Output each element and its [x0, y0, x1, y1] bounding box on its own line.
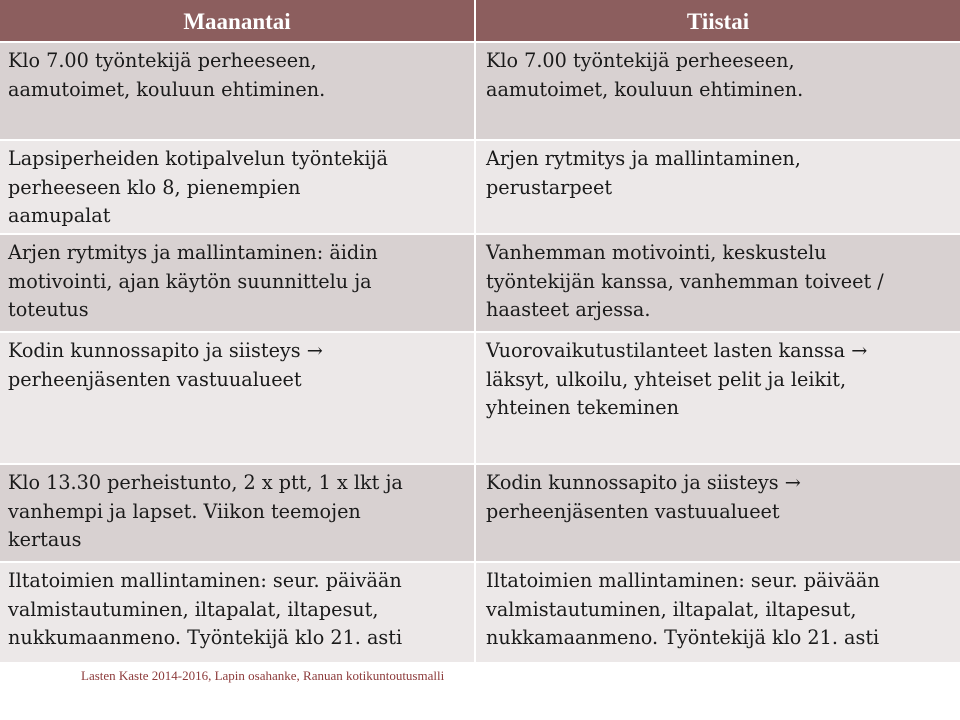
cell-tuesday-row6: Iltatoimien mallintaminen: seur. päivään valmistautuminen, iltapalat, iltapesut, nukkamaanmeno. Työntekijä klo 21. asti	[476, 563, 960, 664]
footer-caption: Lasten Kaste 2014-2016, Lapin osahanke, Ranuan kotikuntoutusmalli	[81, 668, 445, 683]
cell-tuesday-row1: Klo 7.00 työntekijä perheeseen, aamutoimet, kouluun ehtiminen.	[476, 43, 960, 141]
header-tuesday: Tiistai	[476, 0, 960, 43]
cell-tuesday-row2: Arjen rytmitys ja mallintaminen, perustarpeet	[476, 141, 960, 235]
cell-tuesday-row5: Kodin kunnossapito ja siisteys → perheenjäsenten vastuualueet	[476, 465, 960, 563]
cell-tuesday-row4: Vuorovaikutustilanteet lasten kanssa → läksyt, ulkoilu, yhteiset pelit ja leikit, yhteinen tekeminen	[476, 333, 960, 465]
cell-monday-row6: Iltatoimien mallintaminen: seur. päivään valmistautuminen, iltapalat, iltapesut, nukkumaanmeno. Työntekijä klo 21. asti	[0, 563, 474, 664]
header-monday: Maanantai	[0, 0, 474, 43]
cell-monday-row5: Klo 13.30 perheistunto, 2 x ptt, 1 x lkt ja vanhempi ja lapset. Viikon teemojen kertaus	[0, 465, 474, 563]
cell-monday-row1: Klo 7.00 työntekijä perheeseen, aamutoimet, kouluun ehtiminen.	[0, 43, 474, 141]
cell-tuesday-row3: Vanhemman motivointi, keskustelu työntekijän kanssa, vanhemman toiveet / haasteet arjessa.	[476, 235, 960, 333]
cell-monday-row2: Lapsiperheiden kotipalvelun työntekijä perheeseen klo 8, pienempien aamupalat	[0, 141, 474, 235]
cell-monday-row3: Arjen rytmitys ja mallintaminen: äidin motivointi, ajan käytön suunnittelu ja toteutus	[0, 235, 474, 333]
cell-monday-row4: Kodin kunnossapito ja siisteys → perheenjäsenten vastuualueet	[0, 333, 474, 465]
